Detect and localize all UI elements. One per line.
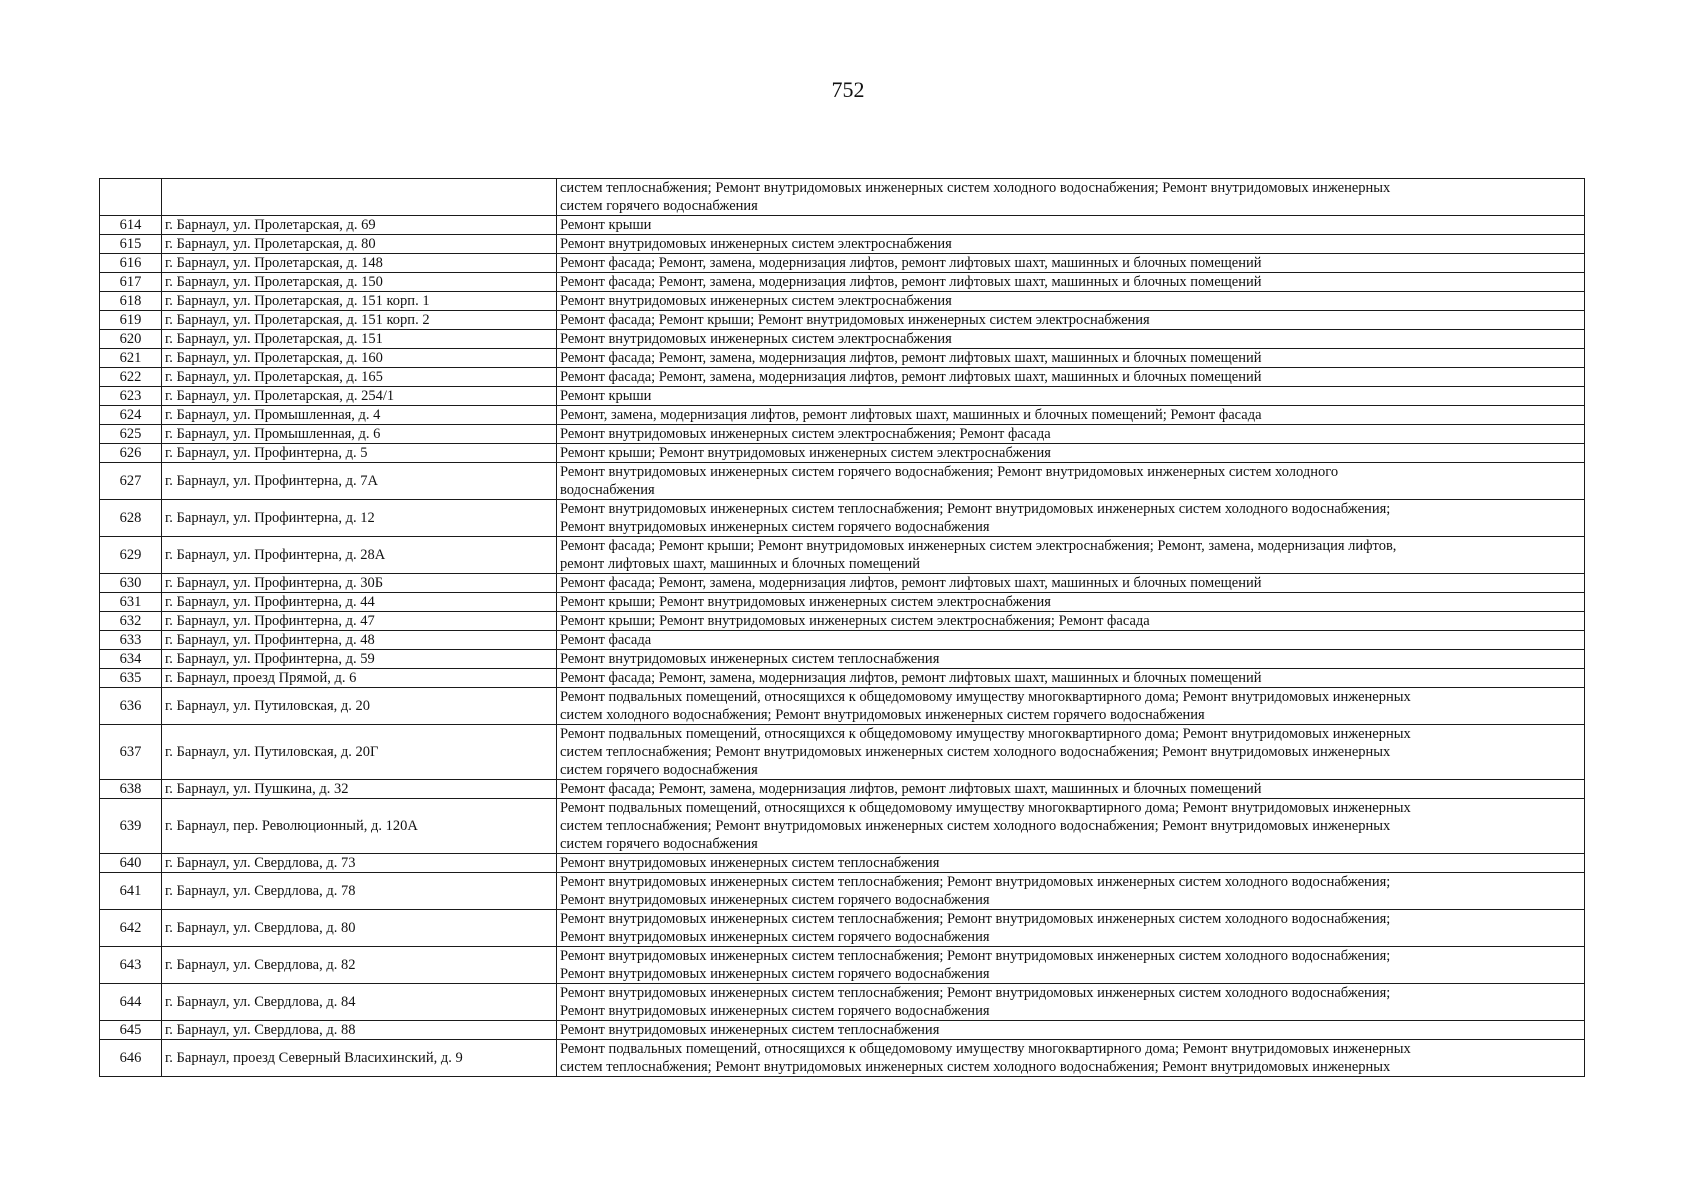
row-address: г. Барнаул, ул. Профинтерна, д. 7А	[162, 463, 557, 500]
row-address: г. Барнаул, проезд Северный Власихинский, д. 9	[162, 1040, 557, 1077]
row-address: г. Барнаул, ул. Пролетарская, д. 80	[162, 235, 557, 254]
row-number: 645	[100, 1021, 162, 1040]
work-line: Ремонт фасада; Ремонт крыши; Ремонт внутридомовых инженерных систем электроснабжения; Ремонт, замена, модернизация лифтов,	[560, 538, 1397, 554]
work-line: Ремонт фасада; Ремонт, замена, модернизация лифтов, ремонт лифтовых шахт, машинных и блочных помещений	[560, 350, 1262, 366]
row-number: 620	[100, 330, 162, 349]
row-works	[557, 216, 1585, 235]
row-address: г. Барнаул, ул. Пролетарская, д. 151 корп. 2	[162, 311, 557, 330]
row-address: г. Барнаул, ул. Свердлова, д. 80	[162, 910, 557, 947]
table-row	[100, 650, 1585, 669]
row-works	[557, 854, 1585, 873]
row-address: г. Барнаул, ул. Свердлова, д. 73	[162, 854, 557, 873]
row-number: 644	[100, 984, 162, 1021]
table-row	[100, 984, 1585, 1021]
row-works	[557, 311, 1585, 330]
work-line: Ремонт внутридомовых инженерных систем горячего водоснабжения	[560, 929, 990, 945]
table-row	[100, 311, 1585, 330]
table-row	[100, 273, 1585, 292]
row-number: 616	[100, 254, 162, 273]
table-row	[100, 593, 1585, 612]
row-number: 625	[100, 425, 162, 444]
row-address: г. Барнаул, ул. Свердлова, д. 82	[162, 947, 557, 984]
row-number: 636	[100, 688, 162, 725]
row-number: 642	[100, 910, 162, 947]
table-row	[100, 216, 1585, 235]
row-address: г. Барнаул, ул. Пролетарская, д. 254/1	[162, 387, 557, 406]
row-address: г. Барнаул, ул. Профинтерна, д. 12	[162, 500, 557, 537]
work-line: Ремонт подвальных помещений, относящихся к общедомовому имуществу многоквартирного дома; Ремонт внутридомовых инженерных	[560, 726, 1411, 742]
row-address: г. Барнаул, ул. Свердлова, д. 88	[162, 1021, 557, 1040]
work-line: систем горячего водоснабжения	[560, 762, 758, 778]
work-line: систем теплоснабжения; Ремонт внутридомовых инженерных систем холодного водоснабжения; Ремонт внутридомовых инженерных	[560, 744, 1391, 760]
row-number: 623	[100, 387, 162, 406]
row-works	[557, 593, 1585, 612]
table-row	[100, 669, 1585, 688]
row-address: г. Барнаул, ул. Путиловская, д. 20	[162, 688, 557, 725]
work-line: Ремонт внутридомовых инженерных систем теплоснабжения; Ремонт внутридомовых инженерных систем холодного водоснабжения;	[560, 874, 1391, 890]
table-row	[100, 330, 1585, 349]
work-line: Ремонт внутридомовых инженерных систем теплоснабжения; Ремонт внутридомовых инженерных систем холодного водоснабжения;	[560, 985, 1391, 1001]
work-line: Ремонт крыши	[560, 217, 652, 233]
row-number: 630	[100, 574, 162, 593]
table-row	[100, 854, 1585, 873]
row-address: г. Барнаул, ул. Пролетарская, д. 151 корп. 1	[162, 292, 557, 311]
row-works	[557, 179, 1585, 216]
row-address: г. Барнаул, ул. Промышленная, д. 4	[162, 406, 557, 425]
table-row	[100, 612, 1585, 631]
row-address	[162, 179, 557, 216]
work-line: Ремонт крыши	[560, 388, 652, 404]
work-line: Ремонт внутридомовых инженерных систем электроснабжения; Ремонт фасада	[560, 426, 1051, 442]
row-works	[557, 254, 1585, 273]
row-works	[557, 799, 1585, 854]
work-line: Ремонт фасада	[560, 632, 652, 648]
row-works	[557, 650, 1585, 669]
row-number: 631	[100, 593, 162, 612]
table-row	[100, 910, 1585, 947]
row-number: 624	[100, 406, 162, 425]
row-number: 646	[100, 1040, 162, 1077]
table-row	[100, 292, 1585, 311]
row-works	[557, 574, 1585, 593]
work-line: систем теплоснабжения; Ремонт внутридомовых инженерных систем холодного водоснабжения; Ремонт внутридомовых инженерных	[560, 818, 1391, 834]
row-address: г. Барнаул, ул. Пролетарская, д. 148	[162, 254, 557, 273]
work-line: Ремонт, замена, модернизация лифтов, ремонт лифтовых шахт, машинных и блочных помещений; Ремонт фасада	[560, 407, 1262, 423]
row-number: 628	[100, 500, 162, 537]
work-line: Ремонт внутридомовых инженерных систем теплоснабжения; Ремонт внутридомовых инженерных систем холодного водоснабжения;	[560, 501, 1391, 517]
work-line: Ремонт фасада; Ремонт, замена, модернизация лифтов, ремонт лифтовых шахт, машинных и блочных помещений	[560, 670, 1262, 686]
table-row	[100, 254, 1585, 273]
row-works	[557, 235, 1585, 254]
work-line: Ремонт подвальных помещений, относящихся к общедомовому имуществу многоквартирного дома; Ремонт внутридомовых инженерных	[560, 689, 1411, 705]
work-line: Ремонт фасада; Ремонт, замена, модернизация лифтов, ремонт лифтовых шахт, машинных и блочных помещений	[560, 274, 1262, 290]
row-number: 622	[100, 368, 162, 387]
work-line: Ремонт подвальных помещений, относящихся к общедомовому имуществу многоквартирного дома; Ремонт внутридомовых инженерных	[560, 800, 1411, 816]
row-address: г. Барнаул, ул. Пролетарская, д. 69	[162, 216, 557, 235]
row-address: г. Барнаул, ул. Пролетарская, д. 151	[162, 330, 557, 349]
row-number: 634	[100, 650, 162, 669]
row-works	[557, 873, 1585, 910]
work-line: Ремонт внутридомовых инженерных систем теплоснабжения; Ремонт внутридомовых инженерных систем холодного водоснабжения;	[560, 948, 1391, 964]
row-number: 643	[100, 947, 162, 984]
row-address: г. Барнаул, ул. Профинтерна, д. 48	[162, 631, 557, 650]
row-works	[557, 1021, 1585, 1040]
row-works	[557, 330, 1585, 349]
row-address: г. Барнаул, ул. Пролетарская, д. 165	[162, 368, 557, 387]
repair-works-table	[99, 178, 1585, 1077]
work-line: Ремонт внутридомовых инженерных систем горячего водоснабжения	[560, 966, 990, 982]
row-number: 618	[100, 292, 162, 311]
work-line: Ремонт внутридомовых инженерных систем электроснабжения	[560, 236, 952, 252]
row-number: 637	[100, 725, 162, 780]
row-number: 614	[100, 216, 162, 235]
work-line: Ремонт внутридомовых инженерных систем теплоснабжения; Ремонт внутридомовых инженерных систем холодного водоснабжения;	[560, 911, 1391, 927]
row-works	[557, 947, 1585, 984]
work-line: Ремонт внутридомовых инженерных систем горячего водоснабжения	[560, 892, 990, 908]
work-line: Ремонт фасада; Ремонт крыши; Ремонт внутридомовых инженерных систем электроснабжения	[560, 312, 1150, 328]
row-address: г. Барнаул, пер. Революционный, д. 120А	[162, 799, 557, 854]
table-row	[100, 688, 1585, 725]
row-works	[557, 444, 1585, 463]
row-number: 615	[100, 235, 162, 254]
row-address: г. Барнаул, ул. Профинтерна, д. 28А	[162, 537, 557, 574]
row-number: 627	[100, 463, 162, 500]
work-line: ремонт лифтовых шахт, машинных и блочных помещений	[560, 556, 921, 572]
work-line: Ремонт подвальных помещений, относящихся к общедомовому имуществу многоквартирного дома; Ремонт внутридомовых инженерных	[560, 1041, 1411, 1057]
row-number: 638	[100, 780, 162, 799]
table-row	[100, 179, 1585, 216]
row-works	[557, 780, 1585, 799]
row-address: г. Барнаул, ул. Профинтерна, д. 59	[162, 650, 557, 669]
row-address: г. Барнаул, ул. Путиловская, д. 20Г	[162, 725, 557, 780]
row-works	[557, 688, 1585, 725]
table-row	[100, 947, 1585, 984]
row-works	[557, 1040, 1585, 1077]
row-works	[557, 349, 1585, 368]
table-row	[100, 387, 1585, 406]
work-line: Ремонт фасада; Ремонт, замена, модернизация лифтов, ремонт лифтовых шахт, машинных и блочных помещений	[560, 575, 1262, 591]
table-row	[100, 463, 1585, 500]
row-works	[557, 631, 1585, 650]
work-line: Ремонт крыши; Ремонт внутридомовых инженерных систем электроснабжения	[560, 445, 1051, 461]
table-row	[100, 425, 1585, 444]
table-row	[100, 799, 1585, 854]
table-row	[100, 537, 1585, 574]
work-line: Ремонт фасада; Ремонт, замена, модернизация лифтов, ремонт лифтовых шахт, машинных и блочных помещений	[560, 781, 1262, 797]
row-works	[557, 612, 1585, 631]
row-address: г. Барнаул, ул. Пролетарская, д. 150	[162, 273, 557, 292]
table-row	[100, 1040, 1585, 1077]
table-row	[100, 368, 1585, 387]
row-number: 641	[100, 873, 162, 910]
table-row	[100, 444, 1585, 463]
work-line: Ремонт внутридомовых инженерных систем теплоснабжения	[560, 855, 940, 871]
work-line: Ремонт внутридомовых инженерных систем горячего водоснабжения	[560, 1003, 990, 1019]
row-number	[100, 179, 162, 216]
row-number: 617	[100, 273, 162, 292]
row-works	[557, 537, 1585, 574]
row-number: 632	[100, 612, 162, 631]
table-row	[100, 406, 1585, 425]
work-line: Ремонт внутридомовых инженерных систем горячего водоснабжения	[560, 519, 990, 535]
work-line: систем теплоснабжения; Ремонт внутридомовых инженерных систем холодного водоснабжения; Ремонт внутридомовых инженерных	[560, 1059, 1391, 1075]
table-row	[100, 235, 1585, 254]
table-row	[100, 574, 1585, 593]
work-line: Ремонт крыши; Ремонт внутридомовых инженерных систем электроснабжения; Ремонт фасада	[560, 613, 1150, 629]
work-line: Ремонт внутридомовых инженерных систем электроснабжения	[560, 293, 952, 309]
row-number: 639	[100, 799, 162, 854]
row-number: 626	[100, 444, 162, 463]
work-line: систем горячего водоснабжения	[560, 198, 758, 214]
work-line: Ремонт фасада; Ремонт, замена, модернизация лифтов, ремонт лифтовых шахт, машинных и блочных помещений	[560, 255, 1262, 271]
row-address: г. Барнаул, ул. Свердлова, д. 84	[162, 984, 557, 1021]
row-number: 633	[100, 631, 162, 650]
work-line: водоснабжения	[560, 482, 655, 498]
row-works	[557, 406, 1585, 425]
row-address: г. Барнаул, ул. Профинтерна, д. 44	[162, 593, 557, 612]
row-works	[557, 292, 1585, 311]
row-number: 629	[100, 537, 162, 574]
work-line: систем теплоснабжения; Ремонт внутридомовых инженерных систем холодного водоснабжения; Ремонт внутридомовых инженерных	[560, 180, 1391, 196]
row-works	[557, 669, 1585, 688]
row-works	[557, 463, 1585, 500]
table-row	[100, 500, 1585, 537]
row-number: 619	[100, 311, 162, 330]
row-address: г. Барнаул, ул. Профинтерна, д. 47	[162, 612, 557, 631]
table-row	[100, 780, 1585, 799]
row-address: г. Барнаул, проезд Прямой, д. 6	[162, 669, 557, 688]
row-works	[557, 500, 1585, 537]
row-works	[557, 910, 1585, 947]
row-address: г. Барнаул, ул. Свердлова, д. 78	[162, 873, 557, 910]
row-works	[557, 387, 1585, 406]
row-address: г. Барнаул, ул. Пролетарская, д. 160	[162, 349, 557, 368]
table-row	[100, 1021, 1585, 1040]
row-address: г. Барнаул, ул. Пушкина, д. 32	[162, 780, 557, 799]
work-line: Ремонт фасада; Ремонт, замена, модернизация лифтов, ремонт лифтовых шахт, машинных и блочных помещений	[560, 369, 1262, 385]
row-works	[557, 725, 1585, 780]
table-body	[100, 179, 1585, 1077]
row-works	[557, 425, 1585, 444]
work-line: Ремонт внутридомовых инженерных систем электроснабжения	[560, 331, 952, 347]
row-number: 635	[100, 669, 162, 688]
work-line: Ремонт внутридомовых инженерных систем горячего водоснабжения; Ремонт внутридомовых инженерных систем холодного	[560, 464, 1339, 480]
work-line: систем холодного водоснабжения; Ремонт внутридомовых инженерных систем горячего водоснабжения	[560, 707, 1205, 723]
row-works	[557, 368, 1585, 387]
work-line: Ремонт внутридомовых инженерных систем теплоснабжения	[560, 651, 940, 667]
row-works	[557, 984, 1585, 1021]
page-number: 752	[831, 77, 865, 102]
row-number: 640	[100, 854, 162, 873]
row-address: г. Барнаул, ул. Профинтерна, д. 30Б	[162, 574, 557, 593]
work-line: систем горячего водоснабжения	[560, 836, 758, 852]
work-line: Ремонт внутридомовых инженерных систем теплоснабжения	[560, 1022, 940, 1038]
work-line: Ремонт крыши; Ремонт внутридомовых инженерных систем электроснабжения	[560, 594, 1051, 610]
row-works	[557, 273, 1585, 292]
table-row	[100, 349, 1585, 368]
table-row	[100, 631, 1585, 650]
row-number: 621	[100, 349, 162, 368]
table-row	[100, 725, 1585, 780]
table-row	[100, 873, 1585, 910]
row-address: г. Барнаул, ул. Промышленная, д. 6	[162, 425, 557, 444]
row-address: г. Барнаул, ул. Профинтерна, д. 5	[162, 444, 557, 463]
